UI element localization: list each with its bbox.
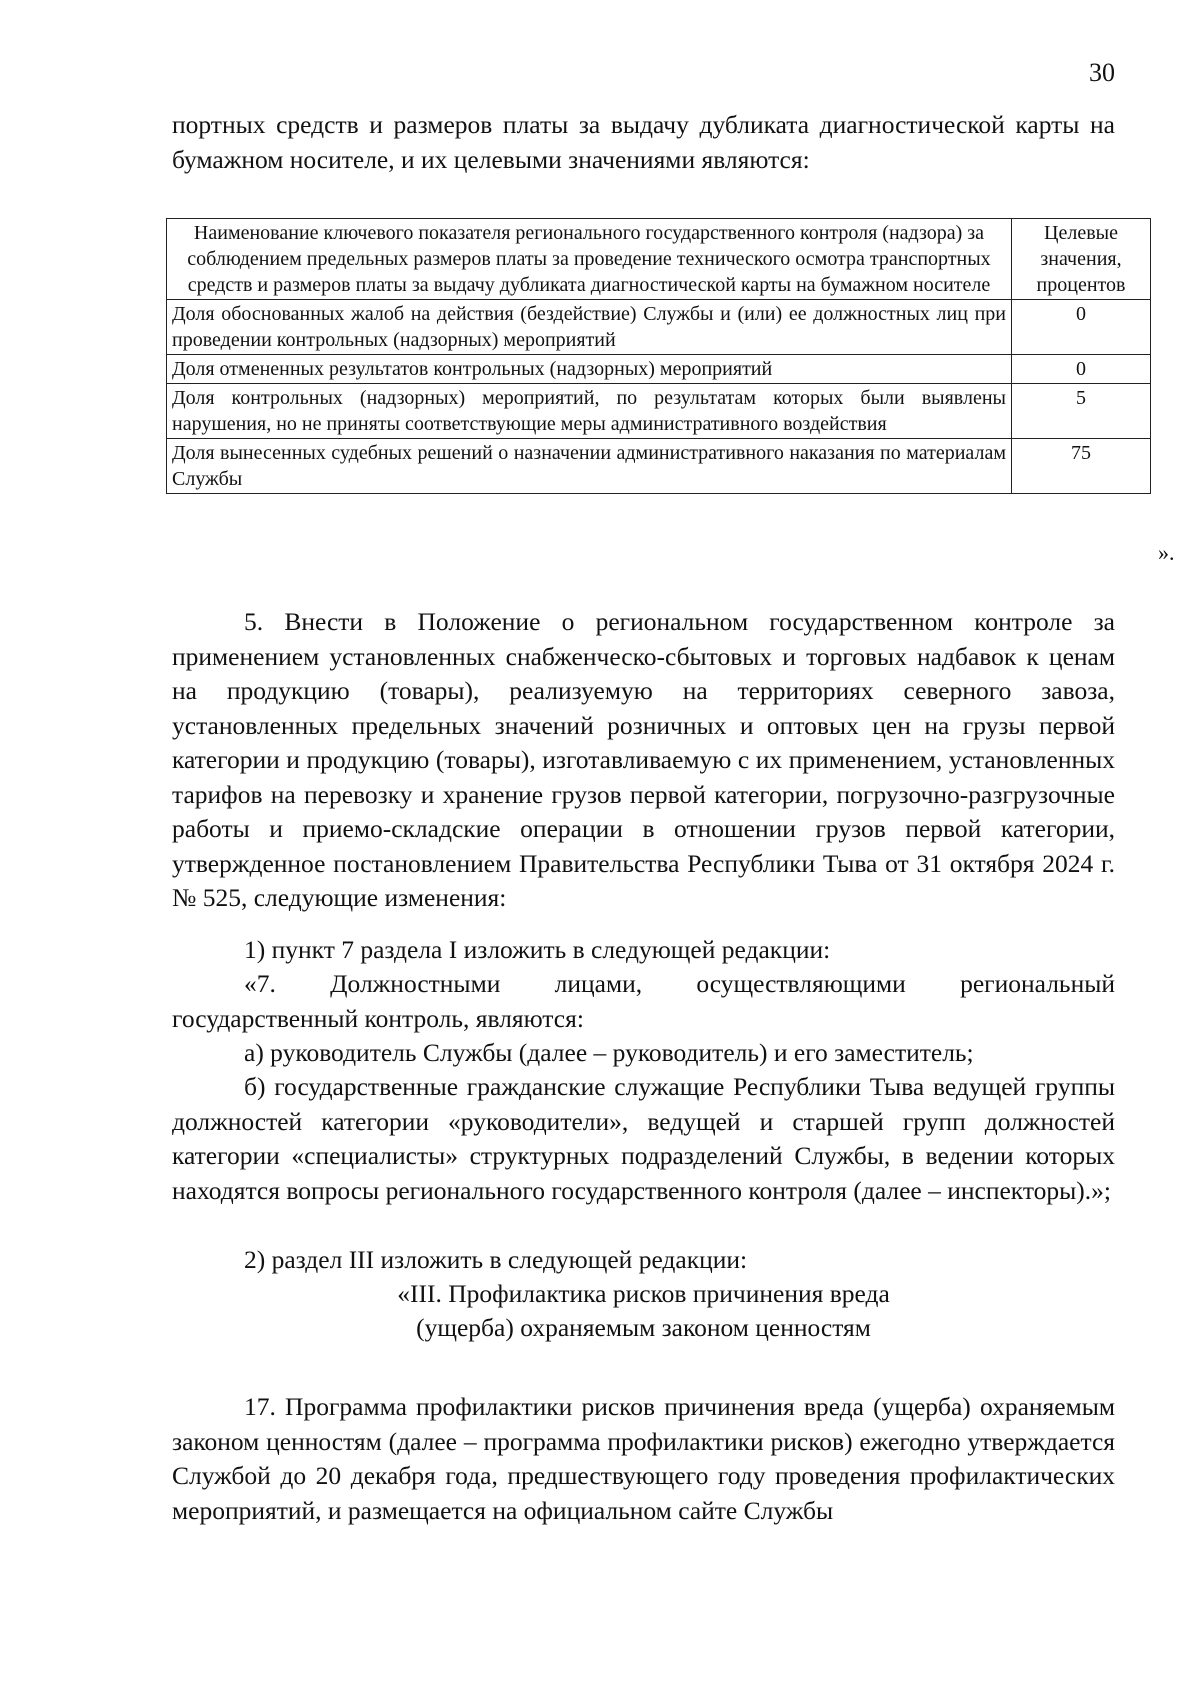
paragraph-item-b: б) государственные гражданские служащие Республики Тыва ведущей группы должностей категории «руководители», ведущей и старшей групп должностей категории «специалисты» структурных подразделений Службы, в ведении которых находятся вопросы регионального государственного контроля (далее – инспекторы).»;: [172, 1072, 1115, 1205]
table-row: [167, 355, 1151, 384]
section-title-line-1: «III. Профилактика рисков причинения вреда: [397, 1279, 890, 1308]
section-title-line-2: (ущерба) охраняемым законом ценностям: [416, 1313, 871, 1342]
paragraph-item-1: 1) пункт 7 раздела I изложить в следующей редакции:: [244, 935, 831, 964]
table-row: [167, 439, 1151, 494]
table-row: [167, 384, 1151, 439]
indicator-name: Доля вынесенных судебных решений о назначении административного наказания по материалам Службы: [167, 439, 1012, 494]
header-target-value: Целевые значения, процентов: [1012, 219, 1151, 300]
target-value: 0: [1012, 355, 1151, 384]
paragraph-17: 17. Программа профилактики рисков причинения вреда (ущерба) охраняемым законом ценностям (далее – программа профилактики рисков) ежегодно утверждается Службой до 20 декабря года, предшествующего году проведения профилактических мероприятий, и размещается на официальном сайте Службы: [172, 1392, 1115, 1525]
target-value: 75: [1012, 439, 1151, 494]
indicator-name: Доля отмененных результатов контрольных (надзорных) мероприятий: [167, 355, 1012, 384]
indicator-name: Доля обоснованных жалоб на действия (бездействие) Службы и (или) ее должностных лиц при проведении контрольных (надзорных) мероприятий: [167, 300, 1012, 355]
paragraph-item-a: а) руководитель Службы (далее – руководитель) и его заместитель;: [244, 1038, 974, 1067]
page-number: 30: [1089, 58, 1115, 87]
paragraph-quote-7: «7. Должностными лицами, осуществляющими региональный государственный контроль, являются:: [172, 969, 1115, 1033]
intro-paragraph: портных средств и размеров платы за выдачу дубликата диагностической карты на бумажном носителе, и их целевыми значениями являются:: [172, 110, 1115, 174]
closing-quote: ».: [1158, 540, 1175, 565]
header-indicator-name: Наименование ключевого показателя регионального государственного контроля (надзора) за соблюдением предельных размеров платы за проведение технического осмотра транспортных средств и размеров платы за выдачу дубликата диагностической карты на бумажном носителе: [167, 219, 1012, 300]
table-row: [167, 300, 1151, 355]
paragraph-5: 5. Внести в Положение о региональном государственном контроле за применением установленных снабженческо-сбытовых и торговых надбавок к ценам на продукцию (товары), реализуемую на территориях северного завоза, установленных предельных значений розничных и оптовых цен на грузы первой категории и продукцию (товары), изготавливаемую с их применением, установленных тарифов на перевозку и хранение грузов первой категории, погрузочно-разгрузочные работы и приемо-складские операции в отношении грузов первой категории, утвержденное постановлением Правительства Республики Тыва от 31 октября 2024 г. № 525, следующие изменения:: [172, 607, 1115, 912]
indicator-name: Доля контрольных (надзорных) мероприятий, по результатам которых были выявлены нарушения, но не приняты соответствующие меры административного воздействия: [167, 384, 1012, 439]
target-value: 5: [1012, 384, 1151, 439]
target-value: 0: [1012, 300, 1151, 355]
kpi-table: [166, 218, 1151, 494]
table-header-row: [167, 219, 1151, 300]
paragraph-item-2: 2) раздел III изложить в следующей редакции:: [244, 1245, 748, 1274]
